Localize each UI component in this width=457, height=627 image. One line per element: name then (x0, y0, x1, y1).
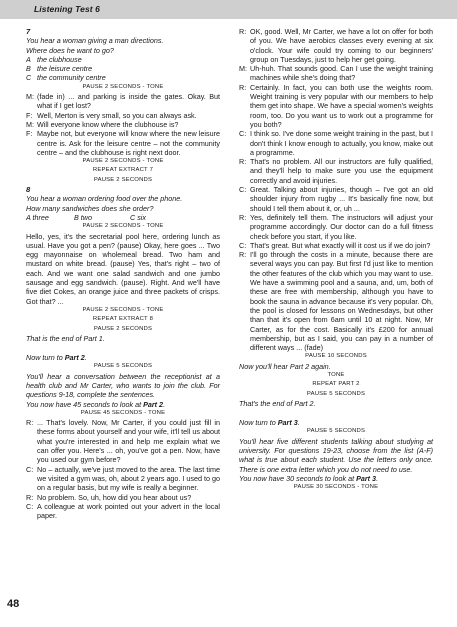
dialogue-line: M: Uh-huh. That sounds good. Can I use the weight training machines while she's doing that? (239, 64, 433, 83)
stage-direction: PAUSE 10 SECONDS (305, 353, 367, 360)
stage-direction: REPEAT PART 2 (312, 381, 360, 388)
q7-option-a: A the clubhouse (26, 54, 82, 64)
stage-direction: PAUSE 30 SECONDS - TONE (293, 484, 379, 491)
stage-direction: PAUSE 45 SECONDS - TONE (80, 409, 166, 416)
dialogue-line: R: OK, good. Well, Mr Carter, we have a lot on offer for both of you. We have aerobics classes every evening at six o'clock. Your wife could try coming to our beginners' group on Tuesdays, just to help her get going. (239, 27, 433, 64)
stage-direction: PAUSE 5 SECONDS (306, 390, 366, 397)
dialogue-line: C: No – actually, we've just moved to the area. The last time we visited a gym was, oh, about 2 years ago. I used to go on a regular basis, but my wife is really a beginner. (26, 464, 220, 493)
dialogue-line: R: No problem. So, uh, how did you hear about us? (26, 492, 192, 502)
dialogue-line: F: Maybe not, but everyone will know where the new leisure centre is. Ask for the leisure centre – not the community centre – and the clubhouse is right next door. (26, 129, 220, 157)
dialogue-line: M: Will everyone know where the clubhouse is? (26, 119, 179, 129)
question-8-number: 8 (26, 185, 31, 195)
hear-part-2-again: Now you'll hear Part 2 again. (239, 361, 331, 371)
turn-to-part-2: Now turn to Part 2. (26, 353, 87, 363)
end-of-part-1: That is the end of Part 1. (26, 333, 105, 343)
q8-option-a: A three (26, 212, 49, 222)
q8-option-b: B two (74, 212, 92, 222)
dialogue-line: R: Certainly. In fact, you can both use the weights room. Weight training is very popular with our members to help them get into shape. We have a special women's weights room, too. Do you want us to work out a programme for you both? (239, 82, 433, 129)
part-3-look-time: You now have 30 seconds to look at Part 3. (239, 473, 379, 483)
question-7-question: Where does he want to go? (26, 45, 114, 55)
right-column (239, 27, 433, 493)
dialogue-line: R: Yes, definitely tell them. The instructors will adjust your programme accordingly. Our doctor can do a full fitness check before you start, if you like. (239, 212, 433, 241)
part-2-look-time: You now have 45 seconds to look at Part 2. (26, 399, 166, 409)
stage-direction: TONE (327, 371, 345, 378)
question-8-prompt: You hear a woman ordering food over the phone. (26, 194, 183, 204)
q8-option-c: C six (130, 212, 146, 222)
stage-direction: PAUSE 2 SECONDS (93, 176, 153, 183)
dialogue-line: M: (fade in) ... and parking is inside the gates. Okay. But what if I get lost? (26, 92, 220, 111)
q7-option-b: B the leisure centre (26, 64, 93, 74)
dialogue-line: C: Great. Talking about injuries, though – I've got an old shoulder injury from rugby ... It's basically fine now, but should I tell them about it, or, uh ... (239, 185, 433, 213)
dialogue-line: F: Well, Merton is very small, so you can always ask. (26, 110, 197, 120)
dialogue-line: C: A colleague at work pointed out your advert in the local paper. (26, 501, 220, 521)
part-2-instructions: You'll hear a conversation between the receptionist at a health club and Mr Carter, who wants to join the club. For questions 9-18, complete the sentences. (26, 371, 220, 400)
end-of-part-2: That's the end of Part 2. (239, 398, 316, 408)
q8-options (26, 213, 220, 222)
page-header-title: Listening Test 6 (34, 4, 100, 14)
stage-direction: PAUSE 2 SECONDS - TONE (82, 83, 164, 90)
q7-option-c: C the community centre (26, 73, 106, 83)
stage-direction: PAUSE 5 SECONDS (93, 363, 153, 370)
stage-direction: PAUSE 2 SECONDS (93, 325, 153, 332)
question-8-question: How many sandwiches does she order? (26, 203, 154, 213)
dialogue-line: R: That's no problem. All our instructors are fully qualified, and they'll help to make sure you use the equipment correctly and avoid injuries. (239, 157, 433, 185)
dialogue-line: C: I think so. I've done some weight training in the past, but I don't think I know enough to actually, you know, make out a programme. (239, 129, 433, 157)
turn-to-part-3: Now turn to Part 3. (239, 418, 300, 428)
stage-direction: PAUSE 2 SECONDS - TONE (82, 306, 164, 313)
dialogue-line: R: I'll go through the costs in a minute, because there are several ways you can pay. But first I'd just like to mention the other features of the club which you may want to use. We have a swimming pool and a sauna, and, um, both of these are free with membership, although you have to book the sauna in advance because it's very popular. Oh, the pool is closed for lessons on Wednesdays, but other than that it's open from 6am until 10 at night. Now, Mr Carter, as for the cost. Basically it's £200 for annual membership, but as I said, you can pay in a number of different ways ... (fade) (239, 250, 433, 353)
question-7-number: 7 (26, 27, 31, 36)
question-7-prompt: You hear a woman giving a man directions. (26, 36, 164, 46)
stage-direction: PAUSE 2 SECONDS - TONE (82, 158, 164, 165)
stage-direction: PAUSE 2 SECONDS - TONE (82, 223, 164, 230)
stage-direction: PAUSE 5 SECONDS (306, 428, 366, 435)
dialogue-line: C: That's great. But what exactly will it cost us if we do join? (239, 240, 431, 250)
question-8-transcript: Hello, yes, it's the secretarial pool here, ordering lunch as usual. Have you got a pen? (pause) Okay, here goes ... Two egg mayonnaise on wholemeal bread. Two ham and mustard on white bread. (pause) Yes, that's right – two of each. And we want one salad sandwich and one jumbo sausage and egg sandwich. (pause). Right. And we'll have five diet Cokes, an orange juice and three packets of crisps. Got that? ... (26, 231, 220, 306)
stage-direction: REPEAT EXTRACT 8 (92, 316, 154, 323)
part-3-instructions: You'll hear five different students talking about studying at university. For questions 19-23, choose from the list (A-F) what is true about each student. Use the letters only once. There is one extra letter which you do not need to use. (239, 436, 433, 474)
dialogue-line: R: ... That's lovely. Now, Mr Carter, if you could just fill in these forms about yourself and your wife, it'll tell us about what you're interested in and help me explain what we can offer you. Here's ... oh, you've got a pen. Now, have you used our gym before? (26, 418, 220, 465)
left-column (26, 27, 220, 520)
page-number: 48 (7, 598, 20, 610)
stage-direction: REPEAT EXTRACT 7 (92, 167, 154, 174)
